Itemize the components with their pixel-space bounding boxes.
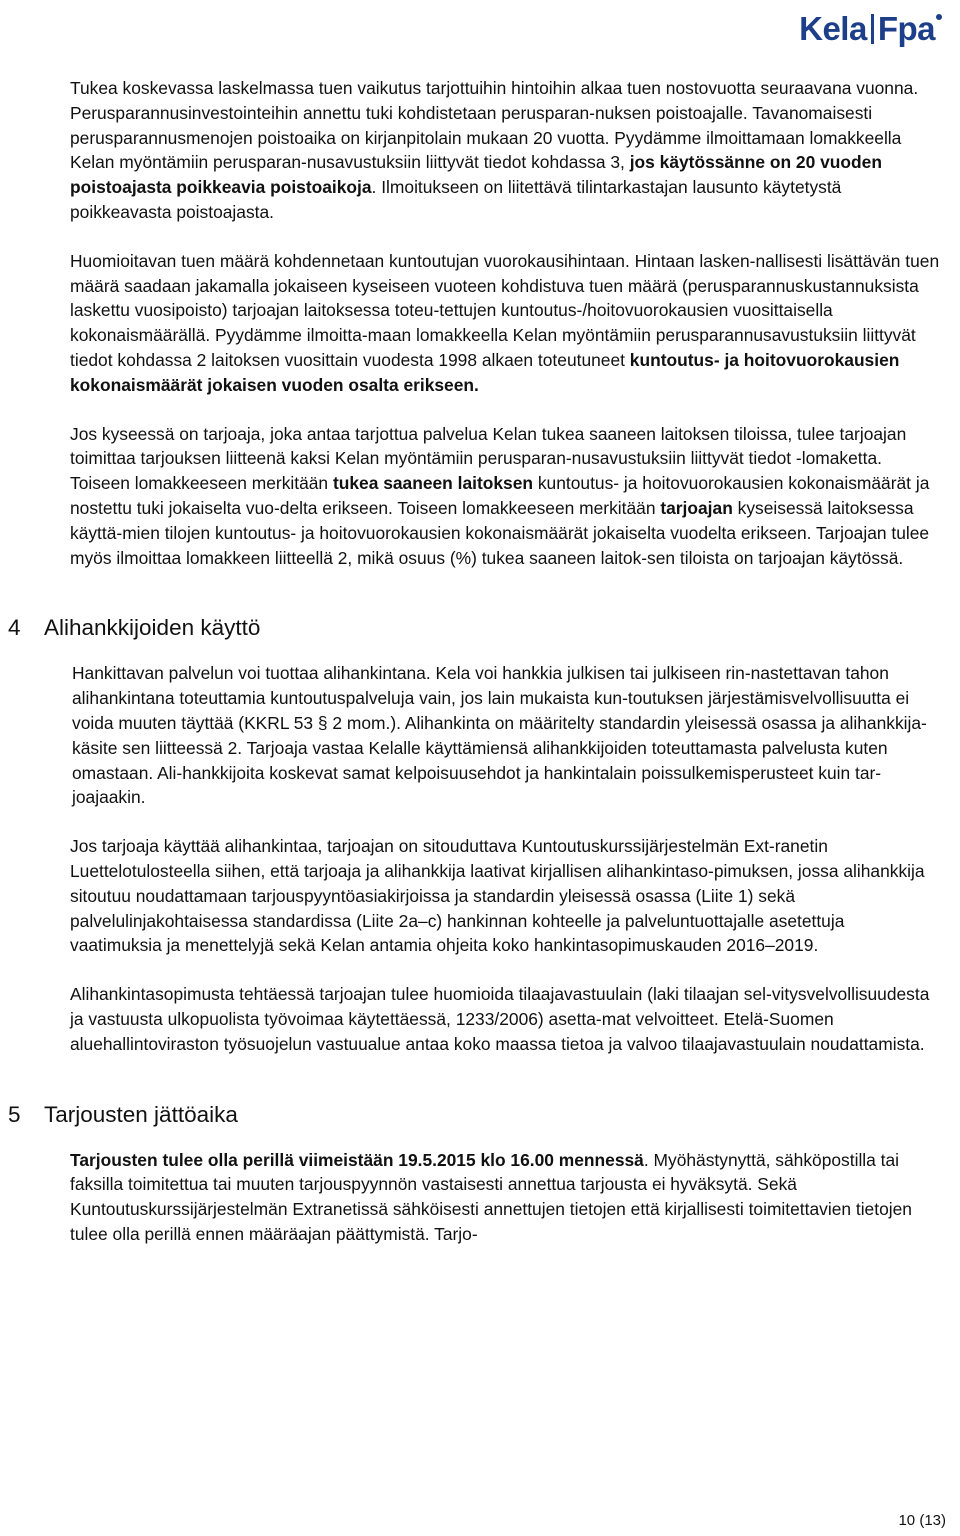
text-run: . Ilmoitukseen on liitettävä tilintarkastajan lausunto käytetystä poikkeavasta poistoajasta. bbox=[70, 177, 842, 222]
text-run: Jos tarjoaja käyttää alihankintaa, tarjoajan on sitouduttava Kuntoutuskurssijärjestelmän Ext-ranetin Luettelotulosteella siihen, että tarjoaja ja alihankkija laativat kirjallisen alihankintaso-pimuksen, jossa alihankkija sitoutuu noudattamaan tarjouspyyntöasiakirjoissa ja standardin yleisessä osassa (Liite 1) sekä palvelulinjakohtaisessa standardissa (Liite 2a–c) hankinnan kohteelle ja palveluntuottajalle asetettuja vaatimuksia ja menettelyjä sekä Kelan antamia ohjeita koko hankintasopimuskauden 2016–2019. bbox=[70, 836, 925, 956]
page-number: 10 (13) bbox=[898, 1512, 946, 1529]
paragraph-tuen-maara bbox=[0, 249, 940, 398]
bold-text-run: tukea saaneen laitoksen bbox=[332, 473, 534, 494]
kela-fpa-logo bbox=[799, 8, 942, 48]
paragraph-alihankintasopimus bbox=[0, 834, 940, 958]
paragraph-tilaajavastuu bbox=[0, 982, 940, 1056]
bold-text-run: tarjoajan bbox=[660, 497, 733, 518]
paragraph-alihankinta bbox=[0, 661, 942, 810]
text-run: Alihankintasopimusta tehtäessä tarjoajan tulee huomioida tilaajavastuulain (laki tilaajan sel-vitysvelvollisuudesta ja vastuusta ulkopuolista työvoimaa käytettäessä, 1233/2006) asetta-mat velvoitteet. Etelä-Suomen aluehallintoviraston työsuojelun vastuualue antaa koko maassa tietoa ja valvoo tilaajavastuulain noudattamista. bbox=[70, 984, 930, 1054]
text-run: . Myöhästynyttä, sähköpostilla tai faksilla toimitettua tai muuten tarjouspyynnön vastaisesti annettua tarjousta ei hyväksytä. Sekä Kuntoutuskurssijärjestelmän Extranetissä sähköisesti annettujen tietojen että kirjallisesti toimitettavien tietojen tulee olla perillä ennen määräajan päättymistä. Tarjo- bbox=[70, 1149, 912, 1244]
section-number: 4 bbox=[8, 615, 21, 641]
paragraph-jattoaika bbox=[0, 1148, 940, 1247]
bold-text-run: Tarjousten tulee olla perillä viimeistään 19.5.2015 klo 16.00 mennessä bbox=[70, 1149, 644, 1170]
logo-divider bbox=[871, 14, 874, 44]
logo-kela: Kela bbox=[799, 10, 867, 47]
bold-text-run: kuntoutus- ja hoitovuorokausien kokonaismäärät jokaisen vuoden osalta erikseen. bbox=[70, 349, 900, 395]
bold-text-run: jos käytössänne on 20 vuoden poistoajasta poikkeavia poistoaikoja bbox=[70, 152, 882, 198]
section-title: Alihankkijoiden käyttö bbox=[44, 615, 261, 641]
logo-dot bbox=[936, 14, 942, 20]
text-run: Jos kyseessä on tarjoaja, joka antaa tarjottua palvelua Kelan tukea saaneen laitoksen tiloissa, tulee tarjoajan toimittaa tarjouksen liitteenä kaksi Kelan myöntämiin perusparan-nusavustuksiin liittyvät tiedot -lomaketta. Toiseen lomakkeeseen merkitään bbox=[70, 423, 907, 494]
section-number: 5 bbox=[8, 1101, 21, 1127]
logo-fpa: Fpa bbox=[877, 10, 935, 47]
section-title: Tarjousten jättöaika bbox=[44, 1101, 238, 1127]
document-body bbox=[0, 76, 960, 1247]
paragraph-tuen-vaikutus bbox=[0, 76, 940, 225]
text-run: kuntoutus- ja hoitovuorokausien kokonaismäärät ja nostettu tuki jokaiselta vuo-delta erikseen. Toiseen lomakkeeseen merkitään bbox=[70, 473, 930, 518]
text-run: Hankittavan palvelun voi tuottaa alihankintana. Kela voi hankkia julkisen tai julkiseen rin-nastettavan tahon alihankintana toteuttamia kuntoutuspalveluja vain, jos lain mukaista kun-toutuksen järjestämisvelvollisuutta ei voida muuten täyttää (KKRL 53 § 2 mom.). Alihankinta on määritelty standardin yleisessä osassa ja alihankkija-käsite sen liitteessä 2. Tarjoaja vastaa Kelalle käyttämiensä alihankkijoiden toteuttamasta palvelusta kuten omastaan. Ali-hankkijoita koskevat samat kelpoisuusehdot ja hankintalain poissulkemisperusteet kuin tar-joajaakin. bbox=[72, 663, 927, 808]
section-heading-4 bbox=[0, 615, 960, 641]
text-run: kyseisessä laitoksessa käyttä-mien tilojen kuntoutus- ja hoitovuorokausien kokonaismäärät jokaiselta vuodelta erikseen. Tarjoajan tulee myös ilmoittaa lomakkeen liitteellä 2, mikä osuus (%) tukea saaneen laitok-sen tiloista on tarjoajan käytössä. bbox=[70, 497, 930, 568]
paragraph-tarjoaja-tiloissa bbox=[0, 422, 940, 571]
text-run: Huomioitavan tuen määrä kohdennetaan kuntoutujan vuorokausihintaan. Hintaan lasken-nallisesti lisättävän tuen määrä saadaan jakamalla jokaiseen kyseiseen vuoteen kohdistuva tuen määrä (perusparannuskustannuksista laskettu vuosipoisto) tarjoajan laitoksessa toteu-tettujen kuntoutus-/hoitovuorokausien vuosittaisella kokonaismäärällä. Pyydämme ilmoitta-maan lomakkeella Kelan myöntämiin perusparannusavustuksiin liittyvät tiedot kohdassa 2 laitoksen vuosittain vuodesta 1998 alkaen toteutuneet bbox=[70, 250, 940, 370]
text-run: Tukea koskevassa laskelmassa tuen vaikutus tarjottuihin hintoihin alkaa tuen nostovuotta seuraavana vuonna. Perusparannusinvestointeihin annettu tuki kohdistetaan perusparan-nuksen poistoajalle. Tavanomaisesti perusparannusmenojen poistoaika on kirjanpitolain mukaan 20 vuotta. Pyydämme ilmoittamaan lomakkeella Kelan myöntämiin perusparan-nusavustuksiin liittyvät tiedot kohdassa 3, bbox=[70, 78, 919, 173]
section-heading-5 bbox=[0, 1102, 960, 1128]
